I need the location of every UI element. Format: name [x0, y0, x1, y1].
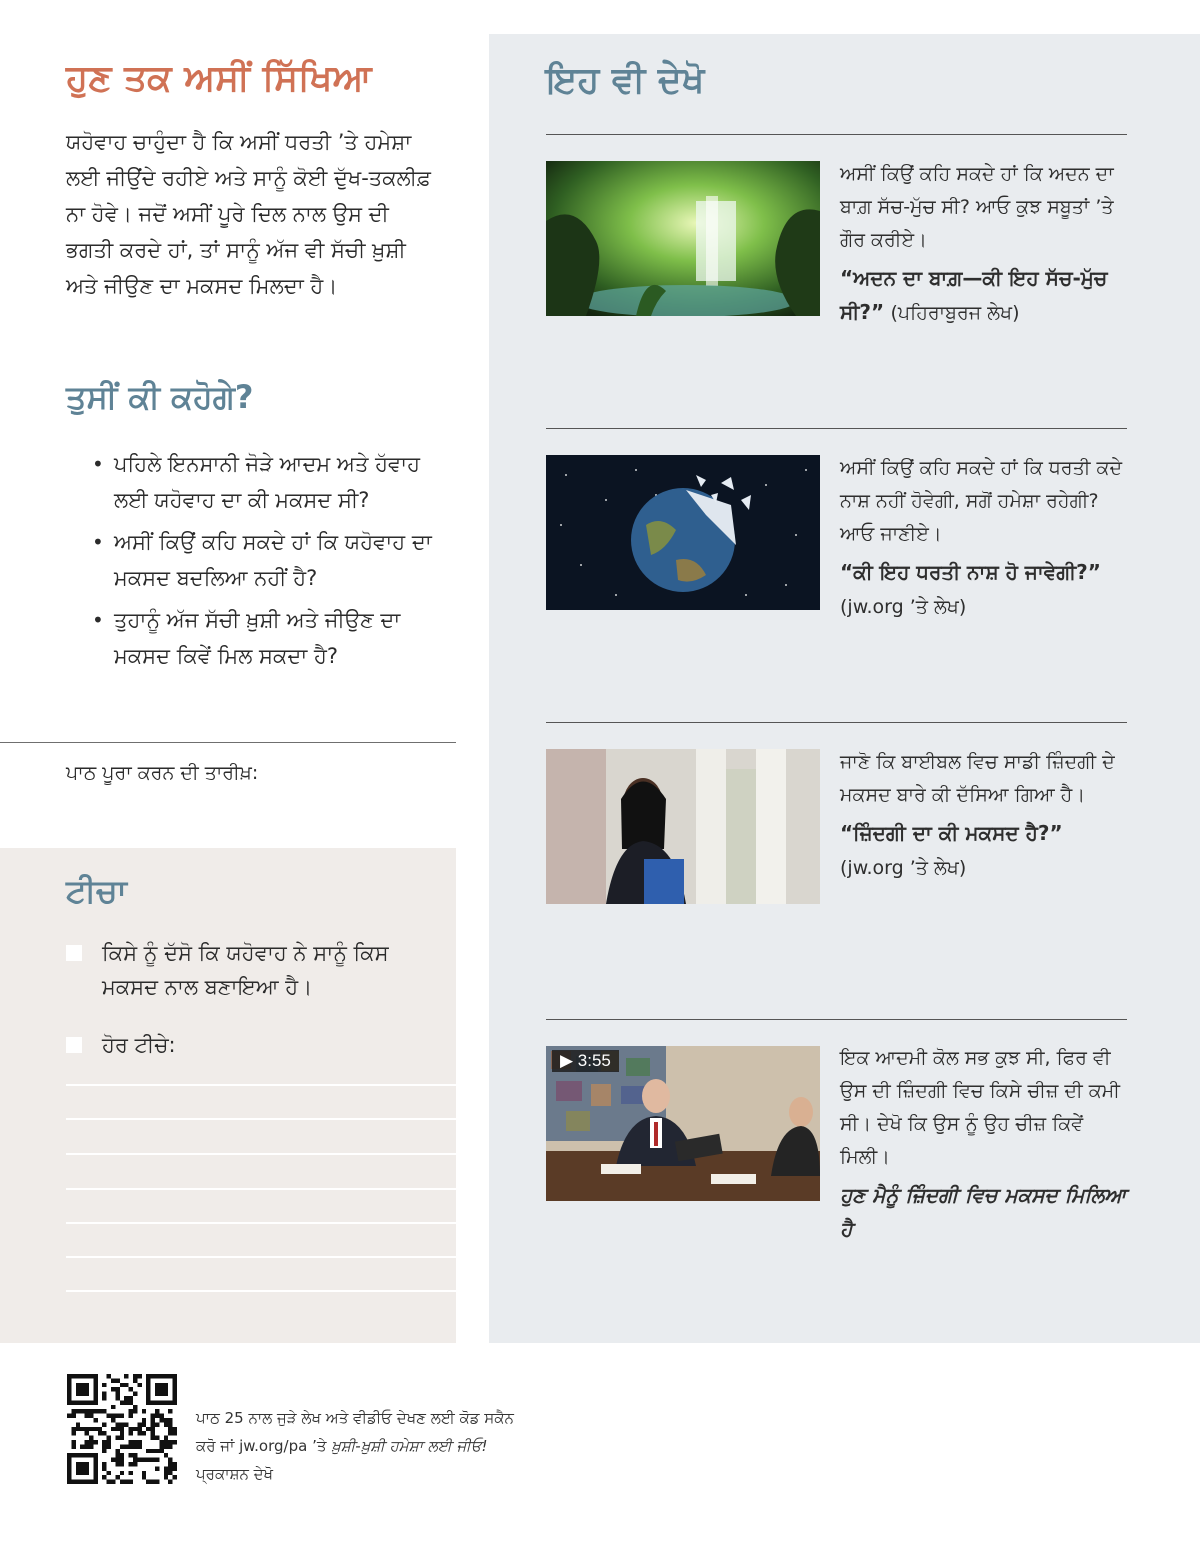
garden-waterfall-image[interactable]	[546, 161, 820, 316]
question-text: ਪਹਿਲੇ ਇਨਸਾਨੀ ਜੋੜੇ ਆਦਮ ਅਤੇ ਹੱਵਾਹ ਲਈ ਯਹੋਵਾਹ ਦਾ ਕੀ ਮਕਸਦ ਸੀ?	[114, 452, 421, 512]
completion-date-label: ਪਾਠ ਪੂਰਾ ਕਰਨ ਦੀ ਤਾਰੀਖ਼:	[66, 762, 259, 784]
item-link-title[interactable]: “ਅਦਨ ਦਾ ਬਾਗ਼—ਕੀ ਇਹ ਸੱਚ-ਮੁੱਚ ਸੀ?”	[840, 266, 1108, 324]
write-line[interactable]	[66, 1290, 456, 1292]
woman-with-books-image[interactable]	[546, 749, 820, 904]
goal-item[interactable]	[66, 936, 442, 1004]
item-reference[interactable]	[840, 555, 1130, 624]
goal-text: ਕਿਸੇ ਨੂੰ ਦੱਸੋ ਕਿ ਯਹੋਵਾਹ ਨੇ ਸਾਨੂੰ ਕਿਸ ਮਕਸਦ ਨਾਲ ਬਣਾਇਆ ਹੈ।	[102, 941, 389, 999]
item-text	[840, 158, 1130, 330]
item-divider	[546, 722, 1127, 723]
write-line[interactable]	[66, 1222, 456, 1224]
learned-title: ਹੁਣ ਤਕ ਅਸੀਂ ਸਿੱਖਿਆ	[66, 58, 372, 99]
review-question	[92, 602, 454, 674]
item-reference[interactable]	[840, 261, 1130, 330]
goal-checkbox[interactable]	[66, 945, 82, 961]
goal-panel	[0, 848, 456, 1343]
item-description: ਜਾਣੋ ਕਿ ਬਾਈਬਲ ਵਿਚ ਸਾਡੀ ਜ਼ਿੰਦਗੀ ਦੇ ਮਕਸਦ ਬਾਰੇ ਕੀ ਦੱਸਿਆ ਗਿਆ ਹੈ।	[840, 751, 1115, 806]
item-description: ਅਸੀਂ ਕਿਉਂ ਕਹਿ ਸਕਦੇ ਹਾਂ ਕਿ ਧਰਤੀ ਕਦੇ ਨਾਸ਼ ਨਹੀਂ ਹੋਵੇਗੀ, ਸਗੋਂ ਹਮੇਸ਼ਾ ਰਹੇਗੀ? ਆਓ ਜਾਣੀਏ।	[840, 457, 1123, 545]
bullet-icon: •	[92, 452, 104, 476]
item-source: (ਪਹਿਰਾਬੁਰਜ ਲੇਖ)	[890, 302, 1020, 324]
review-question	[92, 524, 454, 596]
write-line[interactable]	[66, 1188, 456, 1190]
goal-text: ਹੋਰ ਟੀਚੇ:	[102, 1033, 176, 1057]
see-also-title: ਇਹ ਵੀ ਦੇਖੋ	[546, 60, 705, 101]
learned-summary: ਯਹੋਵਾਹ ਚਾਹੁੰਦਾ ਹੈ ਕਿ ਅਸੀਂ ਧਰਤੀ ’ਤੇ ਹਮੇਸ਼ਾ ਲਈ ਜੀਉਂਦੇ ਰਹੀਏ ਅਤੇ ਸਾਨੂੰ ਕੋਈ ਦੁੱਖ-ਤਕਲੀਫ਼ ਨਾ ਹੋਵੇ। ਜਦੋਂ ਅਸੀਂ ਪੂਰੇ ਦਿਲ ਨਾਲ ਉਸ ਦੀ ਭਗਤੀ ਕਰਦੇ ਹਾਂ, ਤਾਂ ਸਾਨੂੰ ਅੱਜ ਵੀ ਸੱਚੀ ਖ਼ੁਸ਼ੀ ਅਤੇ ਜੀਉਣ ਦਾ ਮਕਸਦ ਮਿਲਦਾ ਹੈ।	[66, 130, 431, 298]
write-line[interactable]	[66, 1084, 456, 1086]
video-thumbnail[interactable]	[546, 1046, 820, 1201]
item-text	[840, 746, 1130, 885]
review-question	[92, 446, 454, 518]
item-text	[840, 452, 1130, 624]
write-line[interactable]	[66, 1256, 456, 1258]
qr-code-icon[interactable]	[67, 1374, 177, 1484]
question-text: ਤੁਹਾਨੂੰ ਅੱਜ ਸੱਚੀ ਖ਼ੁਸ਼ੀ ਅਤੇ ਜੀਉਣ ਦਾ ਮਕਸਦ ਕਿਵੇਂ ਮਿਲ ਸਕਦਾ ਹੈ?	[114, 608, 401, 668]
footer-note	[196, 1404, 516, 1488]
item-source: (jw.org ’ਤੇ ਲੇਖ)	[840, 857, 967, 879]
footer-text-line2: ਪ੍ਰਕਾਸ਼ਨ ਦੇਖੋ	[196, 1465, 274, 1483]
item-reference[interactable]	[840, 816, 1130, 885]
write-line[interactable]	[66, 1153, 456, 1155]
write-line[interactable]	[66, 1118, 456, 1120]
item-source: (jw.org ’ਤੇ ਲੇਖ)	[840, 596, 967, 618]
see-also-panel	[489, 34, 1200, 1343]
goal-title: ਟੀਚਾ	[66, 872, 127, 910]
question-text: ਅਸੀਂ ਕਿਉਂ ਕਹਿ ਸਕਦੇ ਹਾਂ ਕਿ ਯਹੋਵਾਹ ਦਾ ਮਕਸਦ ਬਦਲਿਆ ਨਹੀਂ ਹੈ?	[114, 530, 432, 590]
item-divider	[546, 134, 1127, 135]
item-divider	[546, 1019, 1127, 1020]
bullet-icon: •	[92, 530, 104, 554]
left-column	[0, 0, 456, 1343]
item-divider	[546, 428, 1127, 429]
item-link-title[interactable]: “ਜ਼ਿੰਦਗੀ ਦਾ ਕੀ ਮਕਸਦ ਹੈ?”	[840, 821, 1063, 845]
review-questions-list	[92, 446, 454, 680]
item-text	[840, 1042, 1130, 1246]
item-description: ਅਸੀਂ ਕਿਉਂ ਕਹਿ ਸਕਦੇ ਹਾਂ ਕਿ ਅਦਨ ਦਾ ਬਾਗ਼ ਸੱਚ-ਮੁੱਚ ਸੀ? ਆਓ ਕੁਝ ਸਬੂਤਾਂ ’ਤੇ ਗੌਰ ਕਰੀਏ।	[840, 163, 1114, 251]
item-reference[interactable]	[840, 1178, 1130, 1246]
item-link-title[interactable]: “ਕੀ ਇਹ ਧਰਤੀ ਨਾਸ਼ ਹੋ ਜਾਵੇਗੀ?”	[840, 560, 1101, 584]
video-duration-badge: ▶ 3:55	[552, 1050, 619, 1072]
goal-checkbox[interactable]	[66, 1037, 82, 1053]
goal-item[interactable]	[66, 1028, 442, 1062]
review-questions-title: ਤੁਸੀਂ ਕੀ ਕਹੋਗੇ?	[66, 378, 254, 416]
shattering-earth-image[interactable]	[546, 455, 820, 610]
publication-title[interactable]: ਖ਼ੁਸ਼ੀ-ਖ਼ੁਸ਼ੀ ਹਮੇਸ਼ਾ ਲਈ ਜੀਓ!	[331, 1437, 488, 1455]
video-link-title[interactable]: ਹੁਣ ਮੈਨੂੰ ਜ਼ਿੰਦਗੀ ਵਿਚ ਮਕਸਦ ਮਿਲਿਆ ਹੈ	[840, 1183, 1127, 1241]
section-divider	[0, 742, 456, 743]
footer-text-line1: ਪਾਠ 25 ਨਾਲ ਜੁੜੇ ਲੇਖ ਅਤੇ ਵੀਡੀਓ ਦੇਖਣ ਲਈ ਕੋਡ ਸਕੈਨ ਕਰੋ ਜਾਂ jw.org/pa ’ਤੇ	[196, 1409, 514, 1455]
bullet-icon: •	[92, 608, 104, 632]
item-description: ਇਕ ਆਦਮੀ ਕੋਲ ਸਭ ਕੁਝ ਸੀ, ਫਿਰ ਵੀ ਉਸ ਦੀ ਜ਼ਿੰਦਗੀ ਵਿਚ ਕਿਸੇ ਚੀਜ਼ ਦੀ ਕਮੀ ਸੀ। ਦੇਖੋ ਕਿ ਉਸ ਨੂੰ ਉਹ ਚੀਜ਼ ਕਿਵੇਂ ਮਿਲੀ।	[840, 1047, 1120, 1168]
